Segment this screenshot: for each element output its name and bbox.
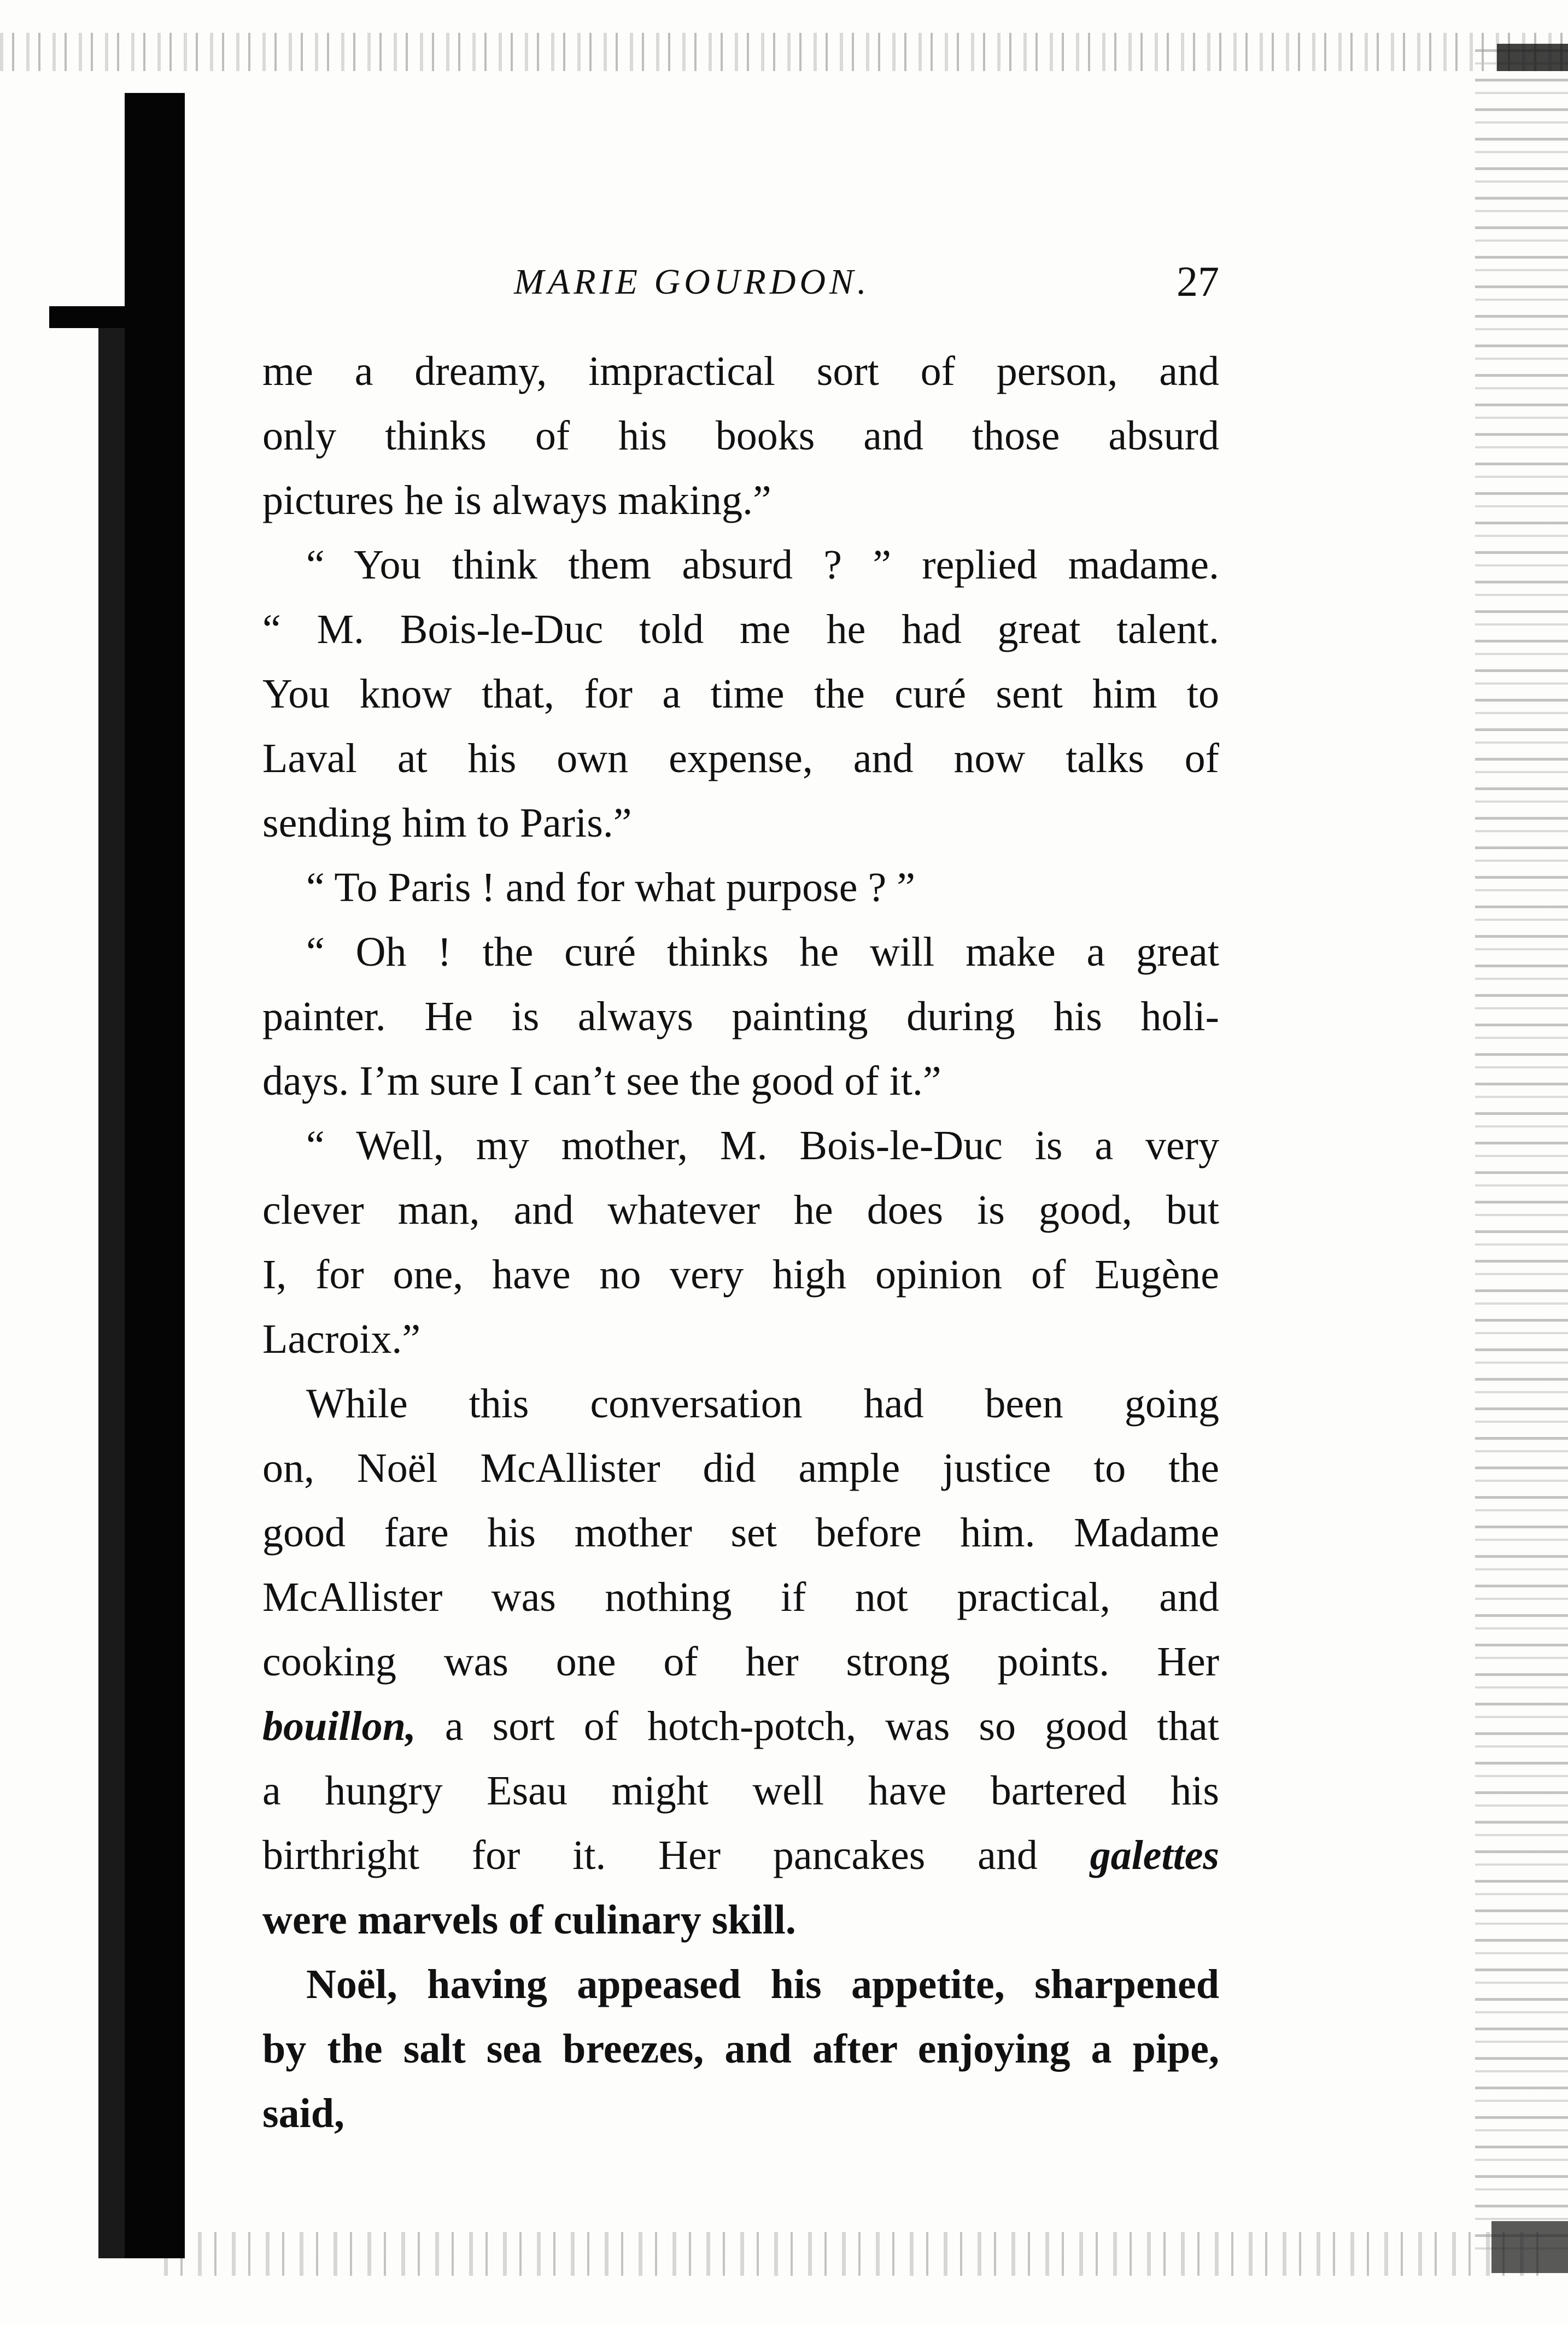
- text-line: Laval at his own expense, and now talks of: [262, 735, 1219, 781]
- text-line: “ Oh ! the curé thinks he will make a great: [306, 929, 1219, 975]
- text-line: “ Well, my mother, M. Bois-le-Duc is a very: [306, 1123, 1219, 1169]
- text-line: a hungry Esau might well have bartered his: [262, 1768, 1219, 1814]
- text-segment: birthright for it. Her pancakes and: [262, 1832, 1090, 1878]
- text-line: pictures he is always making.”: [262, 477, 771, 523]
- text-line: McAllister was nothing if not practical, and: [262, 1574, 1219, 1620]
- page-bottom-edge-noise: [164, 2232, 1542, 2276]
- text-line: said,: [262, 2090, 344, 2136]
- text-segment: a sort of hotch-potch, was so good that: [416, 1703, 1219, 1749]
- text-line: cooking was one of her strong points. Her: [262, 1639, 1219, 1685]
- page-corner-shadow-bottom: [1491, 2221, 1568, 2273]
- page-number: 27: [1177, 258, 1219, 305]
- text-line: painter. He is always painting during his holi-: [262, 994, 1219, 1039]
- page-top-edge-noise: [0, 33, 1568, 71]
- gutter-notch-shadow: [49, 306, 131, 328]
- text-line: by the salt sea breezes, and after enjoying a pipe,: [262, 2026, 1219, 2072]
- page-right-edge-noise: [1475, 49, 1568, 2264]
- text-line: You know that, for a time the curé sent him to: [262, 671, 1219, 717]
- text-line: Noël, having appeased his appetite, sharpened: [306, 1961, 1219, 2007]
- text-line: days. I’m sure I can’t see the good of it.”: [262, 1058, 941, 1104]
- text-line: While this conversation had been going: [306, 1381, 1219, 1427]
- page-corner-shadow-top: [1497, 44, 1568, 71]
- text-line: were marvels of culinary skill.: [262, 1897, 796, 1943]
- text-line: only thinks of his books and those absurd: [262, 413, 1219, 459]
- text-line: on, Noël McAllister did ample justice to the: [262, 1445, 1219, 1491]
- gutter-binding-shadow: [125, 93, 185, 2258]
- body-text: [262, 339, 1219, 2146]
- running-title: MARIE GOURDON.: [514, 262, 870, 302]
- text-line: good fare his mother set before him. Madame: [262, 1510, 1219, 1556]
- text-line: “ M. Bois-le-Duc told me he had great talent.: [262, 606, 1219, 652]
- text-line: I, for one, have no very high opinion of Eugène: [262, 1252, 1219, 1298]
- text-line: [262, 1694, 1219, 1759]
- text-line: Lacroix.”: [262, 1316, 421, 1362]
- text-line: clever man, and whatever he does is good, but: [262, 1187, 1219, 1233]
- text-line: “ To Paris ! and for what purpose ? ”: [306, 864, 915, 910]
- text-line: [262, 1823, 1219, 1888]
- text-line: sending him to Paris.”: [262, 800, 632, 846]
- text-line: me a dreamy, impractical sort of person, and: [262, 348, 1219, 394]
- running-head: [262, 257, 1219, 317]
- text-line: “ You think them absurd ? ” replied madame.: [306, 542, 1219, 588]
- italic-word: bouillon,: [262, 1703, 416, 1749]
- italic-word: galettes: [1090, 1832, 1219, 1878]
